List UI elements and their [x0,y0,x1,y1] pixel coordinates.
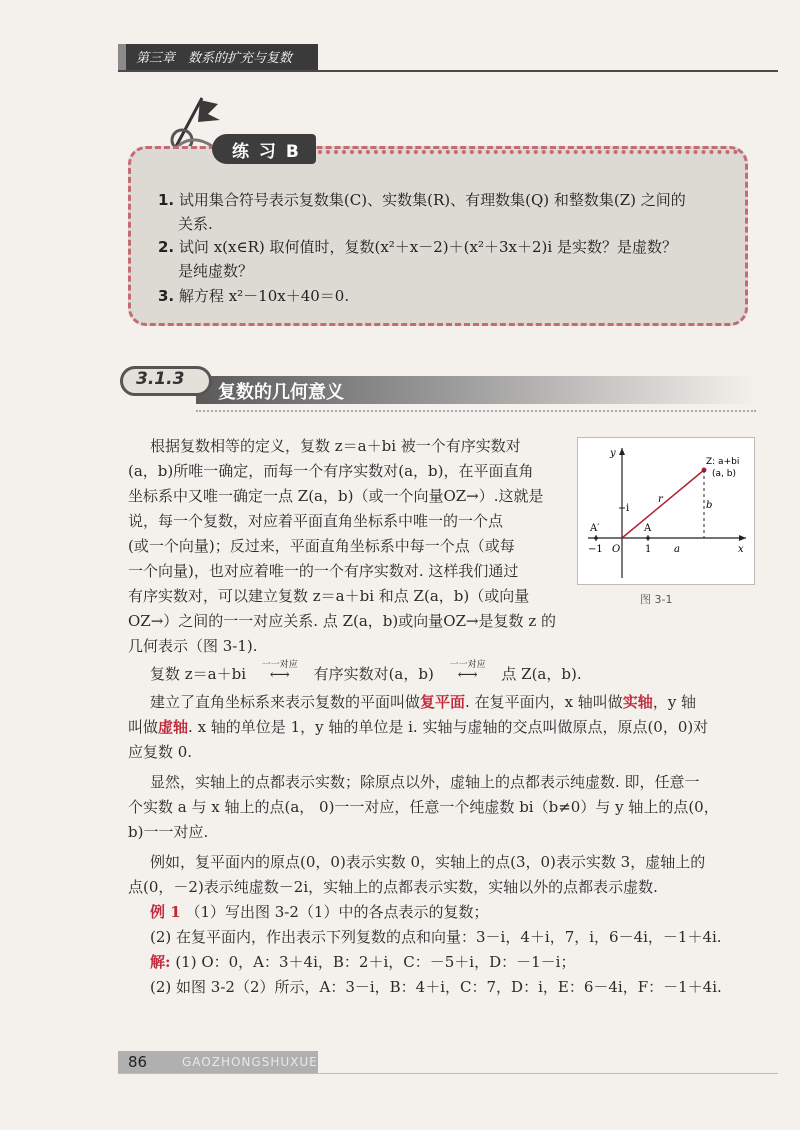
term-imag-axis: 虚轴 [158,718,189,736]
header-rule [118,70,778,72]
intro-line: (或一个向量)；反过来，平面直角坐标系中每一个点（或每 [128,537,515,555]
figure-caption: 图 3-1 [640,593,673,606]
example-1-q2: (2) 在复平面内，作出表示下列复数的点和向量：3－i，4＋i，7，i，6－4i，－1＋4i. [150,928,722,946]
header-bar-accent [118,44,126,70]
intro-line: 根据复数相等的定义，复数 z＝a＋bi 被一个有序实数对 [150,437,521,455]
text: . 在复平面内，x 轴叫做 [465,693,623,711]
intro-line: (a，b)所唯一确定，而每一个有序实数对(a，b)，在平面直角 [128,462,534,480]
item-text: 试问 x(x∈R) 取何值时，复数(x²＋x－2)＋(x²＋3x＋2)i 是实数？是虚数？ [178,238,677,256]
a-prime-label: A′ [590,523,600,534]
item-number: 2. [158,238,175,256]
x-axis-arrow [739,535,746,541]
section-title: 复数的几何意义 [218,382,344,403]
example-1-sol1 [150,950,575,974]
point-coords: (a, b) [712,469,736,479]
complex-plane-line-3: 应复数 0. [128,743,193,761]
a-point-label: A [644,523,652,534]
point-label: Z: a+bi [706,457,740,467]
point-a-prime [594,536,598,540]
corr-arrow-1: 一一对应 ⟷ [251,662,309,687]
corr-arrow-label-2: 一一对应 [449,660,486,670]
a-label: a [674,544,680,555]
exercise-item-2 [158,234,677,260]
corr-arrow-label-1: 一一对应 [261,660,298,670]
correspondence-line [150,662,582,687]
minus-one-label: −1 [588,544,603,555]
exercise-item-1-cont: 关系. [178,215,213,233]
footer-rule [118,1073,778,1074]
item-text: 试用集合符号表示复数集(C)、实数集(R)、有理数集(Q) 和整数集(Z) 之间的 [178,191,686,209]
intro-line: OZ→）之间的一一对应关系. 点 Z(a，b)或向量OZ→是复数 z 的 [128,612,556,630]
intro-line: 一个向量)，也对应着唯一的一个有序实数对. 这样我们通过 [128,562,519,580]
text: (1) O：0，A：3＋4i，B：2＋i，C：－5＋i，D：－1－i； [175,953,576,971]
exercise-label: 练 习 B [232,142,301,162]
i-label: i [626,503,630,514]
intro-line: 坐标系中又唯一确定一点 Z(a，b)（或一个向量OZ→）.这就是 [128,487,544,505]
complex-plane-line-2 [128,715,708,739]
complex-plane-diagram [578,438,754,584]
text: ，y 轴 [652,693,697,711]
corr-part-3: 点 Z(a，b). [501,665,582,683]
solution-label: 解: [150,953,171,971]
section-number: 3.1.3 [136,369,185,389]
corr-part-1: 复数 z＝a＋bi [150,665,247,683]
exercise-dotted-rule [318,150,738,154]
text: 建立了直角坐标系来表示复数的平面叫做 [150,693,421,711]
obvious-line: 个实数 a 与 x 轴上的点(a， 0)一一对应，任意一个纯虚数 bi（b≠0）与 y 轴上的点(0， [128,798,719,816]
example-1-sol2: (2) 如图 3-2（2）所示，A：3－i，B：4＋i，C：7，D：i，E：6－4i，F：－1＋4i. [150,978,722,996]
exercise-item-2-cont: 是纯虚数？ [178,262,254,280]
r-label: r [658,494,663,505]
item-number: 1. [158,191,175,209]
intro-line: 说，每一个复数，对应着平面直角坐标系中唯一的一个点 [128,512,504,530]
exercise-item-1 [158,187,686,213]
example-intro-line: 点(0，－2)表示纯虚数－2i，实轴上的点都表示实数，实轴以外的点都表示虚数. [128,878,658,896]
text: （1）写出图 3-2（1）中的各点表示的复数； [185,903,489,921]
figure-3-1 [577,437,755,585]
y-label: y [610,448,616,459]
example-1-q1 [150,900,488,924]
example-intro-line: 例如，复平面内的原点(0，0)表示实数 0，实轴上的点(3，0)表示实数 3，虚轴上的 [150,853,706,871]
text: 叫做 [128,718,159,736]
text: . x 轴的单位是 1，y 轴的单位是 i. 实轴与虚轴的交点叫做原点，原点(0，0)对 [188,718,709,736]
intro-line: 几何表示（图 3-1). [128,637,258,655]
obvious-line: 显然，实轴上的点都表示实数；除原点以外，虚轴上的点都表示纯虚数. 即，任意一 [150,773,700,791]
y-axis-arrow [619,448,625,455]
b-label: b [706,500,713,511]
page-number: 86 [128,1053,148,1071]
vector-oz [622,470,704,538]
corr-arrow-2: 一一对应 ⟷ [439,662,497,687]
obvious-line: b)一一对应. [128,823,209,841]
x-label: x [738,544,744,555]
one-label: 1 [645,544,652,555]
point-a [646,536,650,540]
chapter-title: 第三章 数系的扩充与复数 [136,51,293,66]
item-number: 3. [158,287,175,305]
corr-part-2: 有序实数对(a，b) [313,665,434,683]
complex-plane-line-1 [150,690,696,714]
exercise-item-3 [158,283,349,309]
term-complex-plane: 复平面 [420,693,466,711]
example-label: 例 1 [150,903,181,921]
term-real-axis: 实轴 [622,693,653,711]
origin-label: O [612,544,621,555]
footer-brand: GAOZHONGSHUXUE [182,1055,318,1069]
section-dotted-rule [196,410,756,412]
item-text: 解方程 x²－10x＋40＝0. [178,287,350,305]
intro-line: 有序实数对，可以建立复数 z＝a＋bi 和点 Z(a，b)（或向量 [128,587,530,605]
